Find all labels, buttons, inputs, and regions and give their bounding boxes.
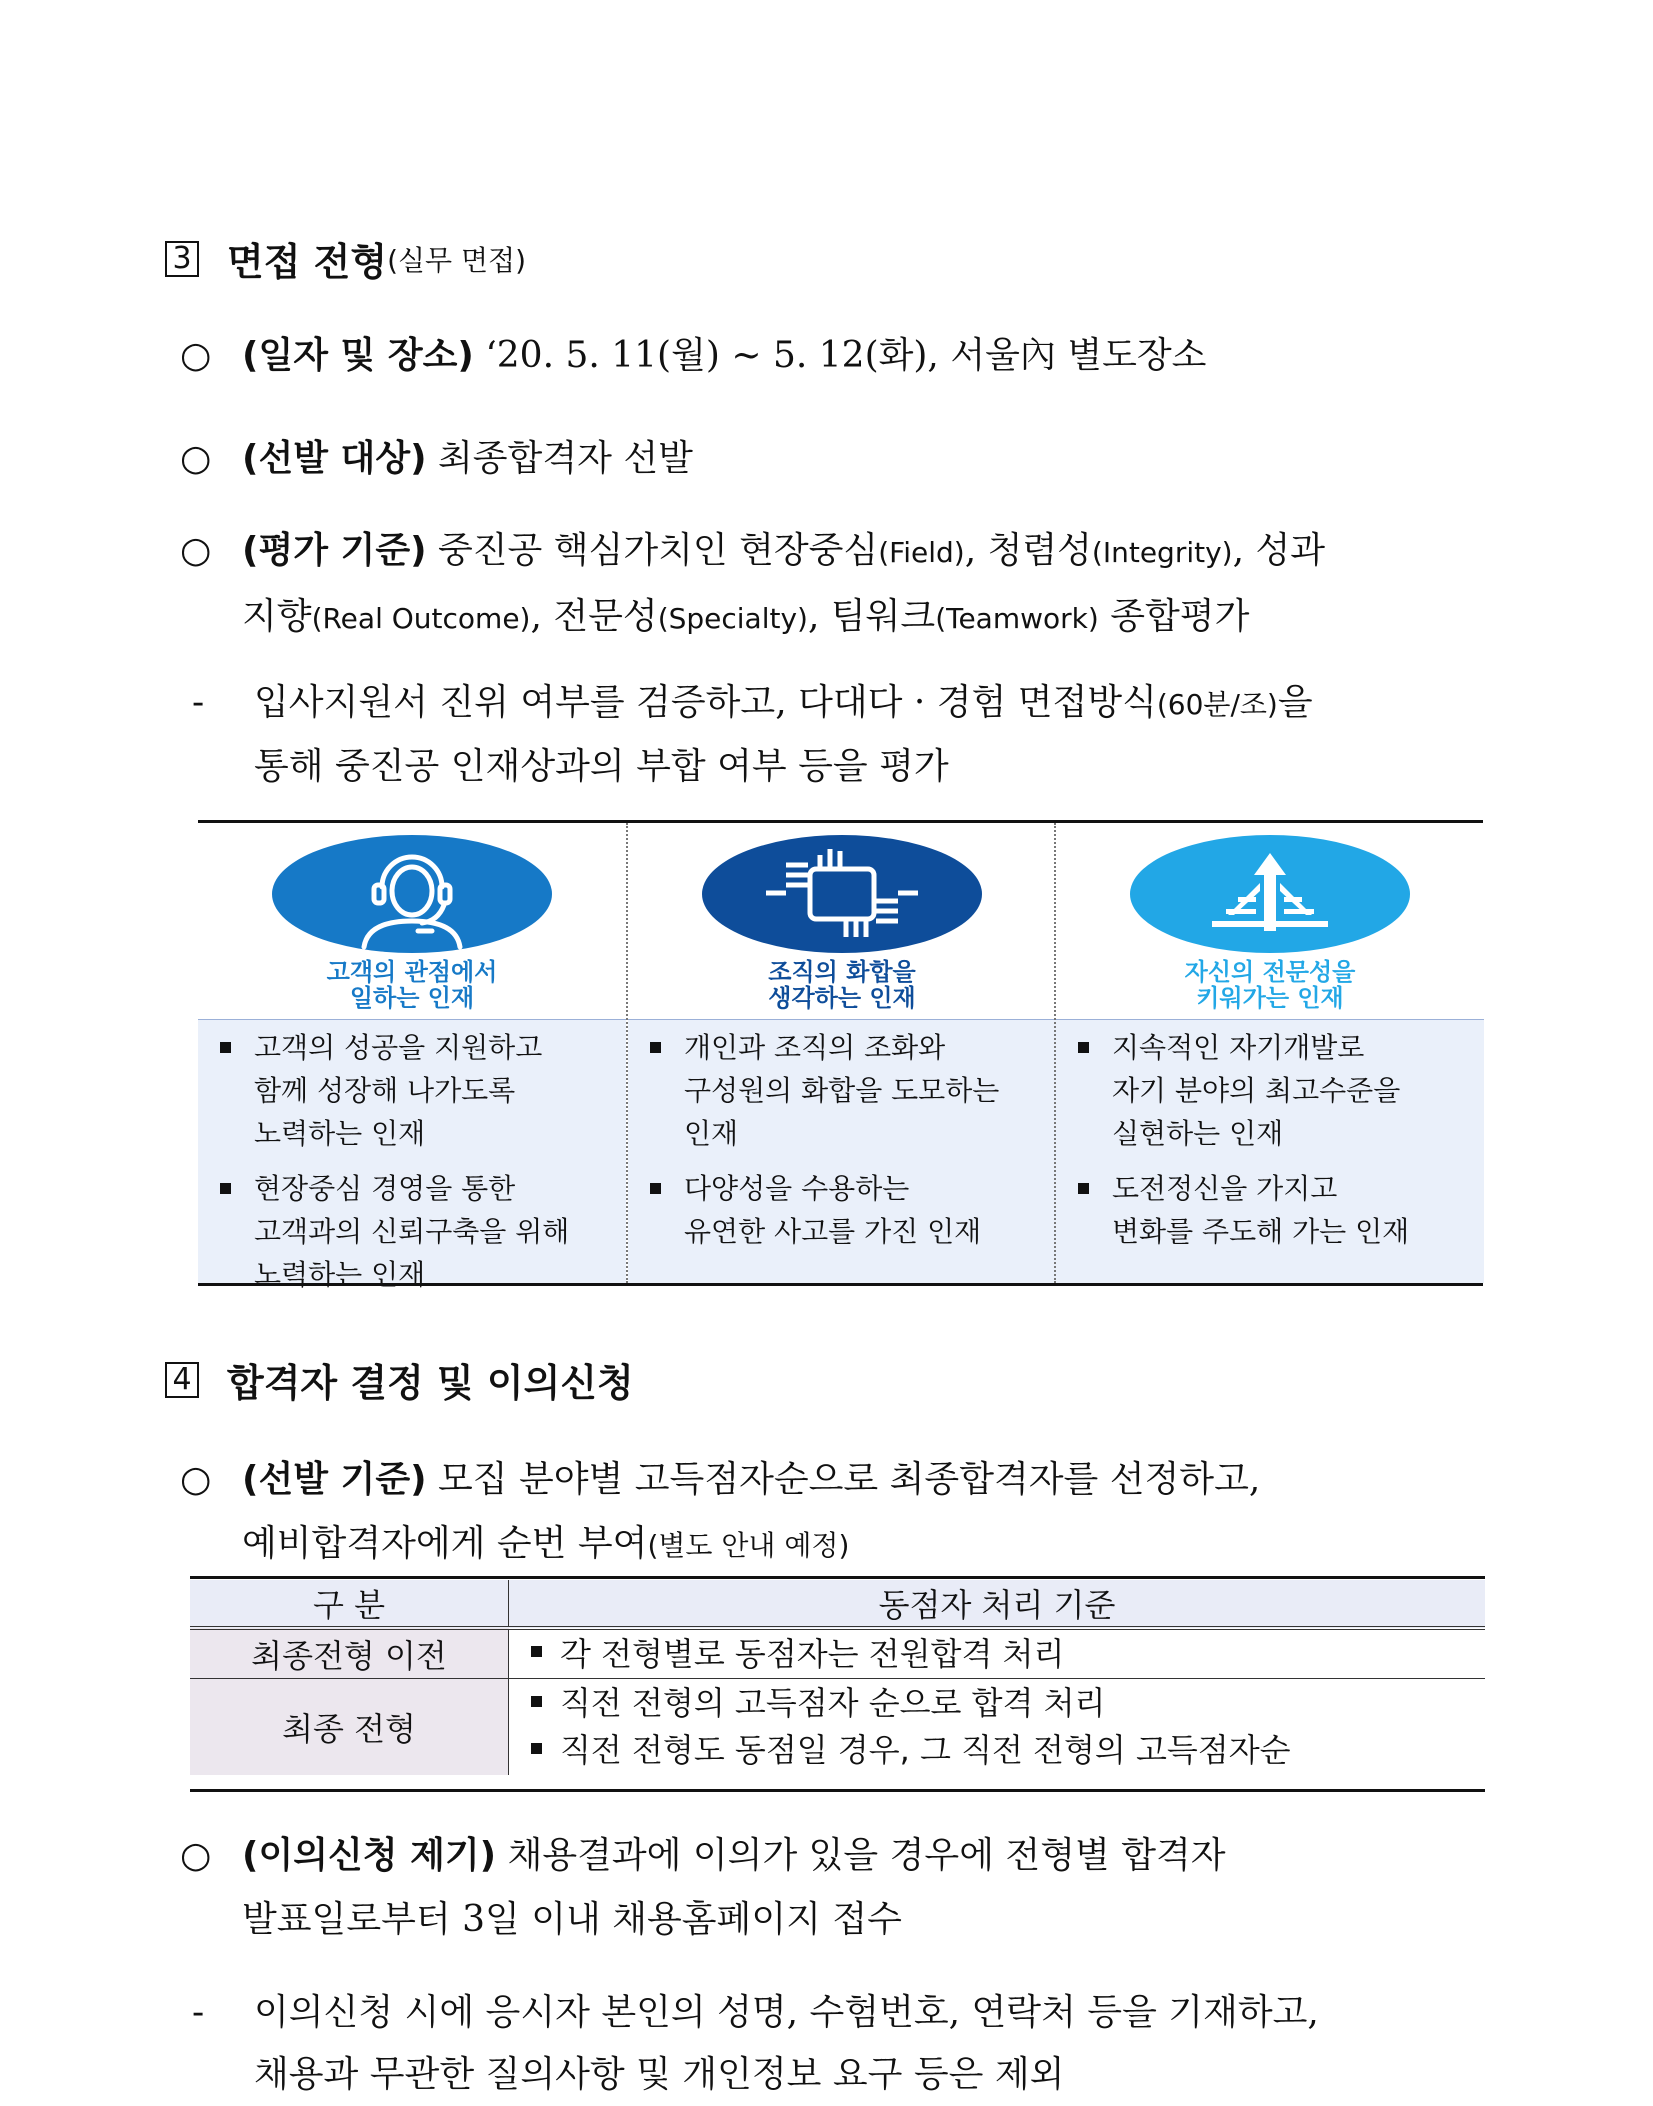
table-row [190, 1679, 1485, 1776]
talent-caption: 고객의 관점에서 일하는 인재 [326, 958, 498, 1012]
detail-text: 을 [1277, 682, 1313, 723]
criteria-text: 종합평가 [1098, 596, 1250, 637]
criteria-en: (Integrity) [1091, 536, 1233, 569]
item-text: 발표일로부터 3일 이내 채용홈페이지 접수 [242, 1899, 902, 1940]
table-header: 구 분 [190, 1580, 509, 1628]
criteria-text: , 성과 [1232, 530, 1326, 571]
table-header: 동점자 처리 기준 [509, 1580, 1486, 1628]
criteria-text: 중진공 핵심가치인 현장중심 [438, 530, 879, 571]
talent-point: 개인과 조직의 조화와 구성원의 화합을 도모하는 인재 [648, 1026, 1038, 1155]
bullet-circle: ○ [180, 335, 212, 376]
row-detail: 각 전형별로 동점자는 전원합격 처리 [509, 1628, 1486, 1679]
item-text: 모집 분야별 고득점자순으로 최종합격자를 선정하고, [438, 1459, 1261, 1500]
section-number-box: 3 [165, 241, 199, 277]
evaluation-detail [192, 672, 1495, 798]
talent-point: 고객의 성공을 지원하고 함께 성장해 나가도록 노력하는 인재 [218, 1026, 608, 1155]
item-note: (별도 안내 예정) [647, 1529, 850, 1562]
talent-point: 현장중심 경영을 통한 고객과의 신뢰구축을 위해 노력하는 인재 [218, 1167, 608, 1296]
bullet-circle: ○ [180, 1835, 212, 1876]
detail-line-2: 통해 중진공 인재상과의 부합 여부 등을 평가 [254, 746, 949, 787]
section-number-box: 4 [165, 1362, 199, 1398]
section-subtitle: (실무 면접) [387, 243, 527, 277]
growth-arrow-icon [1130, 835, 1410, 953]
criteria-text: , 팀워크 [807, 596, 936, 637]
item-label: (선발 대상) [242, 438, 427, 479]
section-4-title [165, 1352, 634, 1407]
item-label: (이의신청 제기) [242, 1835, 497, 1876]
objection-item [180, 1824, 1495, 1952]
selection-criteria-item [180, 1448, 1495, 1578]
detail-text: 채용과 무관한 질의사항 및 개인정보 요구 등은 제외 [254, 2054, 1065, 2095]
tie-break-table [190, 1580, 1485, 1775]
criteria-text: , 전문성 [530, 596, 658, 637]
dash-mark: - [192, 682, 205, 723]
item-text: 채용결과에 이의가 있을 경우에 전형별 합격자 [507, 1835, 1226, 1876]
table-top-rule [190, 1576, 1485, 1579]
dash-mark: - [192, 1992, 205, 2033]
detail-text: 입사지원서 진위 여부를 검증하고, 다대다 · 경험 면접방식 [254, 682, 1157, 723]
detail-note: (60분/조) [1156, 688, 1278, 721]
customer-headset-icon [272, 835, 552, 953]
row-group: 최종 전형 [190, 1679, 509, 1776]
talent-column-harmony [626, 823, 1056, 1283]
selection-target-item [180, 427, 1495, 491]
talent-column-customer [198, 823, 626, 1291]
talent-point: 다양성을 수용하는 유연한 사고를 가진 인재 [648, 1167, 1038, 1253]
row-group: 최종전형 이전 [190, 1628, 509, 1679]
section-3-title [165, 231, 526, 286]
item-label: (평가 기준) [242, 530, 427, 571]
table-bottom-rule [190, 1789, 1485, 1792]
talent-point: 지속적인 자기개발로 자기 분야의 최고수준을 실현하는 인재 [1076, 1026, 1466, 1155]
item-label: (선발 기준) [242, 1459, 427, 1500]
bullet-circle: ○ [180, 530, 212, 571]
talent-caption: 자신의 전문성을 키워가는 인재 [1184, 958, 1356, 1012]
talent-caption: 조직의 화합을 생각하는 인재 [768, 958, 916, 1012]
detail-text: 이의신청 시에 응시자 본인의 성명, 수험번호, 연락처 등을 기재하고, [254, 1992, 1319, 2033]
criteria-en: (Teamwork) [935, 602, 1099, 635]
item-text: 최종합격자 선발 [438, 438, 693, 479]
item-text: 예비합격자에게 순번 부여 [242, 1523, 648, 1564]
bullet-circle: ○ [180, 1459, 212, 1500]
talent-point: 도전정신을 가지고 변화를 주도해 가는 인재 [1076, 1167, 1466, 1253]
talent-profile-figure [198, 820, 1483, 1291]
bullet-circle: ○ [180, 438, 212, 479]
criteria-en: (Field) [878, 536, 965, 569]
criteria-en: (Specialty) [657, 602, 808, 635]
evaluation-criteria-item [180, 519, 1495, 651]
criteria-text: 지향 [242, 596, 312, 637]
section-title-text: 합격자 결정 및 이의신청 [227, 1361, 634, 1405]
objection-detail [192, 1982, 1495, 2106]
teamwork-hands-icon [702, 835, 982, 953]
talent-column-expertise [1054, 823, 1484, 1283]
item-text: ‘20. 5. 11(월) ~ 5. 12(화), 서울內 별도장소 [485, 335, 1207, 376]
criteria-text: , 청렴성 [964, 530, 1092, 571]
section-title-text: 면접 전형 [227, 240, 388, 284]
row-detail: 직전 전형의 고득점자 순으로 합격 처리 직전 전형도 동점일 경우, 그 직전 전형의 고득점자순 [509, 1679, 1486, 1776]
table-row [190, 1628, 1485, 1679]
criteria-en: (Real Outcome) [311, 602, 531, 635]
item-label: (일자 및 장소) [242, 335, 474, 376]
interview-date-item [180, 324, 1495, 388]
